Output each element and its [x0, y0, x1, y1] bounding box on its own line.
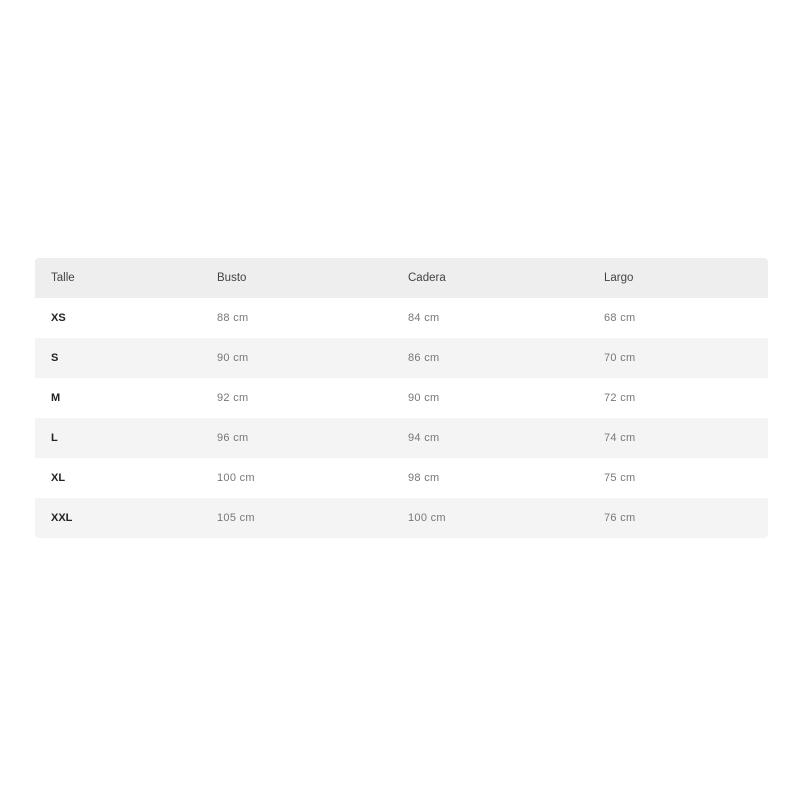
cadera-cell: 98 cm	[408, 472, 440, 484]
cadera-cell: 94 cm	[408, 432, 440, 444]
largo-cell: 72 cm	[604, 392, 636, 404]
size-cell: XL	[51, 472, 66, 484]
cadera-cell: 84 cm	[408, 312, 440, 324]
table-row	[35, 338, 768, 378]
table-row	[35, 498, 768, 538]
size-cell: XXL	[51, 512, 73, 524]
cadera-cell: 86 cm	[408, 352, 440, 364]
header-largo: Largo	[604, 272, 634, 284]
size-cell: S	[51, 352, 59, 364]
table-row	[35, 458, 768, 498]
largo-cell: 68 cm	[604, 312, 636, 324]
busto-cell: 90 cm	[217, 352, 249, 364]
cadera-cell: 100 cm	[408, 512, 446, 524]
largo-cell: 74 cm	[604, 432, 636, 444]
busto-cell: 100 cm	[217, 472, 255, 484]
busto-cell: 88 cm	[217, 312, 249, 324]
header-cadera: Cadera	[408, 272, 446, 284]
table-header-row	[35, 258, 768, 298]
largo-cell: 70 cm	[604, 352, 636, 364]
size-cell: M	[51, 392, 61, 404]
busto-cell: 105 cm	[217, 512, 255, 524]
size-cell: XS	[51, 312, 66, 324]
size-cell: L	[51, 432, 58, 444]
header-busto: Busto	[217, 272, 247, 284]
table-row	[35, 418, 768, 458]
size-chart-table	[35, 258, 768, 538]
largo-cell: 75 cm	[604, 472, 636, 484]
header-talle: Talle	[51, 272, 75, 284]
busto-cell: 96 cm	[217, 432, 249, 444]
largo-cell: 76 cm	[604, 512, 636, 524]
busto-cell: 92 cm	[217, 392, 249, 404]
table-row	[35, 378, 768, 418]
cadera-cell: 90 cm	[408, 392, 440, 404]
table-row	[35, 298, 768, 338]
